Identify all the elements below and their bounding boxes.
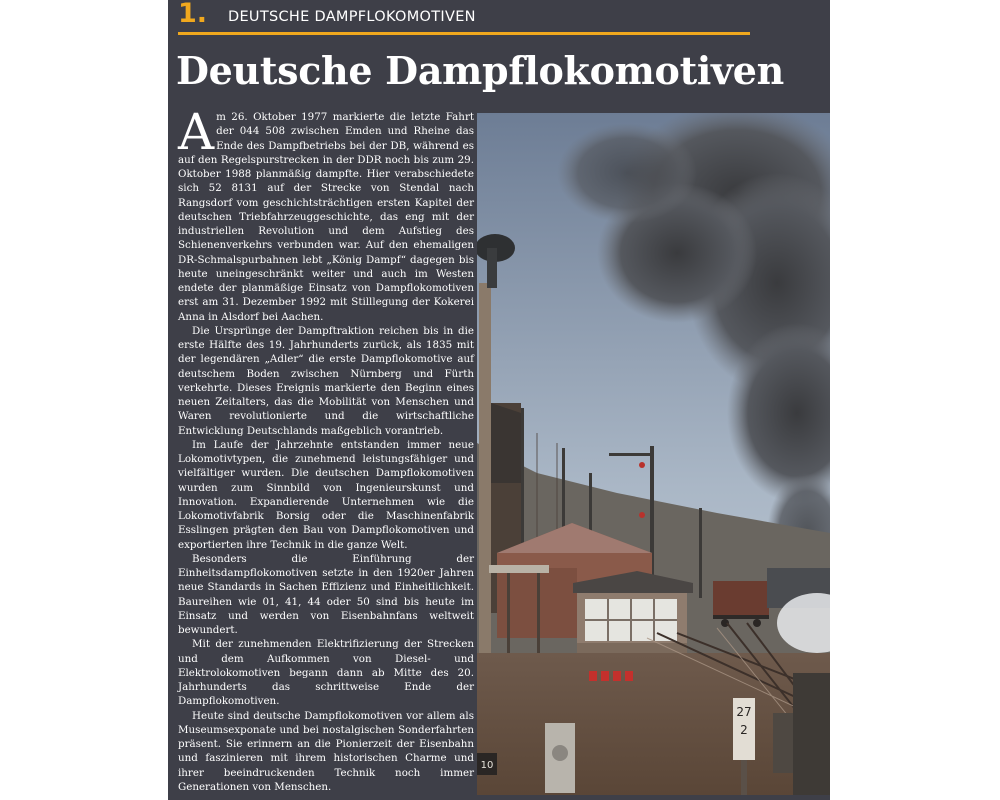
article-paragraph: Heute sind deutsche Dampflokomotiven vor allem als Museumsexponate und bei nostalgischen Sonderfahrten präsent. Sie erinnern an die Pionierzeit der Eisenbahn und faszinieren mit ihrem historischen Charme und ihrer beeindruckenden Technik noch immer Generationen von Menschen. bbox=[178, 709, 474, 793]
point-lever bbox=[545, 723, 575, 793]
chapter-number: 1. bbox=[178, 0, 208, 29]
chapter-header bbox=[178, 0, 750, 35]
magazine-page bbox=[168, 0, 830, 800]
article-paragraph: Mit der zunehmenden Elektrifizierung der Strecken und dem Aufkommen von Diesel- und Elektrolokomotiven begann dann ab Mitte des 20. Jahrhunderts das schrittweise Ende der Dampflokomotiven. bbox=[178, 638, 474, 708]
track-sign-bottom: 2 bbox=[740, 723, 748, 737]
paragraph-text: m 26. Oktober 1977 markierte die letzte Fahrt der 044 508 zwischen Emden und Rheine das Ende des Dampfbetriebs bei der DB, während es auf den Regelspurstrecken in der DDR noch bis zum 29. Oktober 1988 planmäßig dampfte. Hier verabschiedete sich 52 8131 auf der Strecke von Stendal nach Rangsdorf vom geschichtsträchtigen ersten Kapitel der deutschen Triebfahrzeuggeschichte, das eng mit der industriellen Revolution und dem Aufstieg des Schienenverkehrs verbunden war. Auf den ehemaligen DR-Schmalspurbahnen lebt „König Dampf“ dagegen bis heute uneingeschränkt weiter und auch im Westen endete der planmäßige Einsatz von Dampflokomotiven erst am 31. Dezember 1992 mit Stilllegung der Kokerei Anna in Alsdorf bei Aachen. bbox=[178, 111, 474, 323]
article-paragraph: Im Laufe der Jahrzehnte entstanden immer neue Lokomotivtypen, die zunehmend leistungsfähiger und vielfältiger wurden. Die deutschen Dampflokomotiven wurden zum Sinnbild von Ingenieurskunst und Innovation. Expandierende Unternehmen wie die Lokomotivfabrik Borsig oder die Maschinenfabrik Esslingen prägten den Bau von Dampflokomotiven und exportierten ihre Technik in die ganze Welt. bbox=[178, 438, 474, 551]
drop-cap: A bbox=[178, 103, 215, 161]
chapter-title: DEUTSCHE DAMPFLOKOMOTIVEN bbox=[228, 9, 476, 25]
article-paragraph bbox=[178, 103, 474, 324]
page-title: Deutsche Dampflokomotiven bbox=[176, 48, 784, 93]
railway-yard-photo bbox=[477, 113, 830, 795]
article-paragraph: Die Ursprünge der Dampftraktion reichen bis in die erste Hälfte des 19. Jahrhunderts zurück, als 1835 mit der legendären „Adler“ die erste Dampflokomotive auf deutschem Boden zwischen Nürnberg und Fürth verkehrte. Dieses Ereignis markierte den Beginn eines neuen Zeitalters, das die Mobilität von Menschen und Waren revolutionierte und die wirtschaftliche Entwicklung Deutschlands maßgeblich vorantrieb. bbox=[178, 324, 474, 437]
article-body bbox=[178, 103, 474, 794]
post-number-label: 10 bbox=[480, 760, 494, 771]
track-sign-top: 27 bbox=[736, 705, 752, 719]
article-paragraph: Besonders die Einführung der Einheitsdampflokomotiven setzte in den 1920er Jahren neue Standards in Sachen Effizienz und Einheitlichkeit. Baureihen wie 01, 41, 44 oder 50 sind bis heute im Einsatz und werden von Eisenbahnfans weltweit bewundert. bbox=[178, 552, 474, 636]
